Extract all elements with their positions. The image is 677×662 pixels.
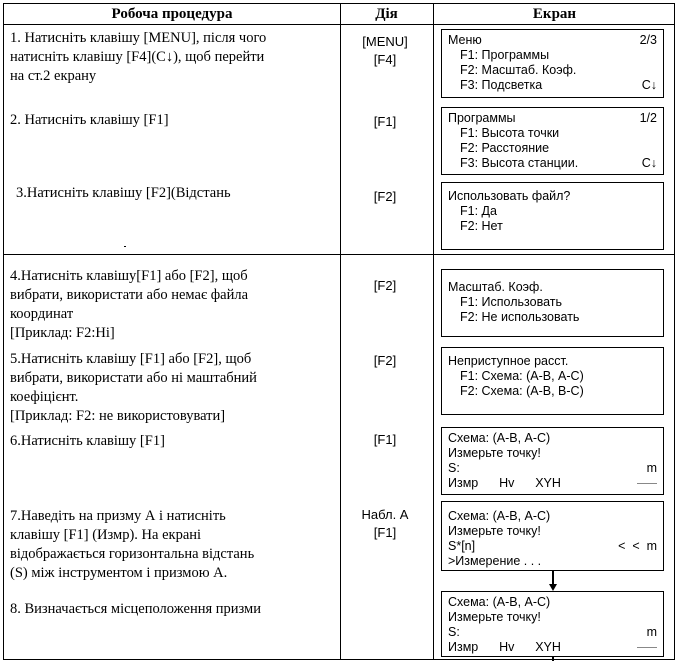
screen-5	[441, 347, 664, 415]
screen-line: Масштаб. Коэф.	[448, 280, 543, 294]
step-1-action: [MENU] [F4]	[362, 34, 408, 67]
stray-dot	[124, 246, 126, 247]
procedure-table	[3, 3, 675, 660]
dash-icon	[637, 647, 657, 648]
step-6-action: [F1]	[373, 432, 397, 447]
screen-line: S*[n] < < m	[448, 539, 657, 553]
header-action: Дія	[375, 6, 398, 22]
step-5-action: [F2]	[373, 353, 397, 368]
dash-icon	[637, 483, 657, 484]
screen-line: Программы 1/2	[448, 111, 657, 125]
screen-line: F3: Подсветка C↓	[460, 78, 657, 92]
screen-line: Измр Hv XYH	[448, 640, 657, 655]
header-divider	[4, 24, 674, 25]
step-3-action: [F2]	[373, 189, 397, 204]
screen-6	[441, 427, 664, 495]
screen-line: Схема: (А-В, А-С)	[448, 509, 551, 523]
step-7-action: Набл. А [F1]	[361, 507, 409, 540]
screen-line: Измерьте точку!	[448, 524, 541, 538]
step-1-text: 1. Натисніть клавішу [MENU], після чого натисніть клавішу [F4](C↓), щоб перейти на ст.2 екрану	[10, 30, 267, 84]
step-5-text: 5.Натисніть клавішу [F1] або [F2], щоб вибрати, використати або ні маштабний коефіцієнт. [Приклад: F2: не використовувати]	[10, 351, 257, 424]
step-4-action: [F2]	[373, 278, 397, 293]
screen-line: >Измерение . . .	[448, 554, 542, 568]
step-2-text: 2. Натисніть клавішу [F1]	[10, 112, 169, 128]
step-2-action: [F1]	[373, 114, 397, 129]
screen-line: F2: Не использовать	[460, 310, 580, 324]
screen-line: F2: Схема: (А-В, В-С)	[460, 384, 584, 398]
screen-line: F1: Высота точки	[460, 126, 560, 140]
step-8-text: 8. Визначається місцеположення призми	[10, 601, 261, 617]
column-divider	[433, 4, 434, 659]
screen-3	[441, 182, 664, 250]
screen-line: Использовать файл?	[448, 189, 571, 203]
screen-2	[441, 107, 664, 175]
step-7-text: 7.Наведіть на призму А і натисніть клавішу [F1] (Измр). На екрані відображається горизонтальна відстань (S) між інструментом і призмою А.	[10, 508, 255, 581]
screen-line: Измерьте точку!	[448, 446, 541, 460]
step-6-text: 6.Натисніть клавішу [F1]	[10, 433, 165, 449]
screen-line: S: m	[448, 461, 657, 475]
screen-1	[441, 29, 664, 98]
screen-line: F1: Программы	[460, 48, 550, 62]
screen-line: F1: Да	[460, 204, 497, 218]
step-3-text: 3.Натисніть клавішу [F2](Відстань	[16, 185, 231, 201]
down-arrow-icon	[549, 584, 557, 591]
screen-7	[441, 501, 664, 571]
row-divider	[4, 254, 674, 255]
screen-line: Меню 2/3	[448, 33, 657, 47]
header-screen: Екран	[532, 6, 577, 22]
screen-line: F3: Высота станции. C↓	[460, 156, 657, 170]
screen-line: F1: Схема: (А-В, А-С)	[460, 369, 584, 383]
screen-line: F2: Расстояние	[460, 141, 550, 155]
screen-line: F1: Использовать	[460, 295, 562, 309]
screen-line: Измр Hv XYH	[448, 476, 657, 491]
screen-line: Измерьте точку!	[448, 610, 541, 624]
screen-line: F2: Нет	[460, 219, 503, 233]
screen-8	[441, 591, 664, 657]
column-divider	[340, 4, 341, 659]
screen-line: Неприступное расст.	[448, 354, 569, 368]
screen-4	[441, 269, 664, 337]
screen-line: Схема: (А-В, А-С)	[448, 595, 551, 609]
step-4-text: 4.Натисніть клавішу[F1] або [F2], щоб вибрати, використати або немає файла координат [Приклад: F2:Ні]	[10, 268, 249, 341]
screen-line: F2: Масштаб. Коэф.	[460, 63, 577, 77]
flow-arrow-line	[552, 657, 554, 661]
header-procedure: Робоча процедура	[111, 6, 233, 22]
screen-line: S: m	[448, 625, 657, 639]
screen-line: Схема: (А-В, А-С)	[448, 431, 551, 445]
